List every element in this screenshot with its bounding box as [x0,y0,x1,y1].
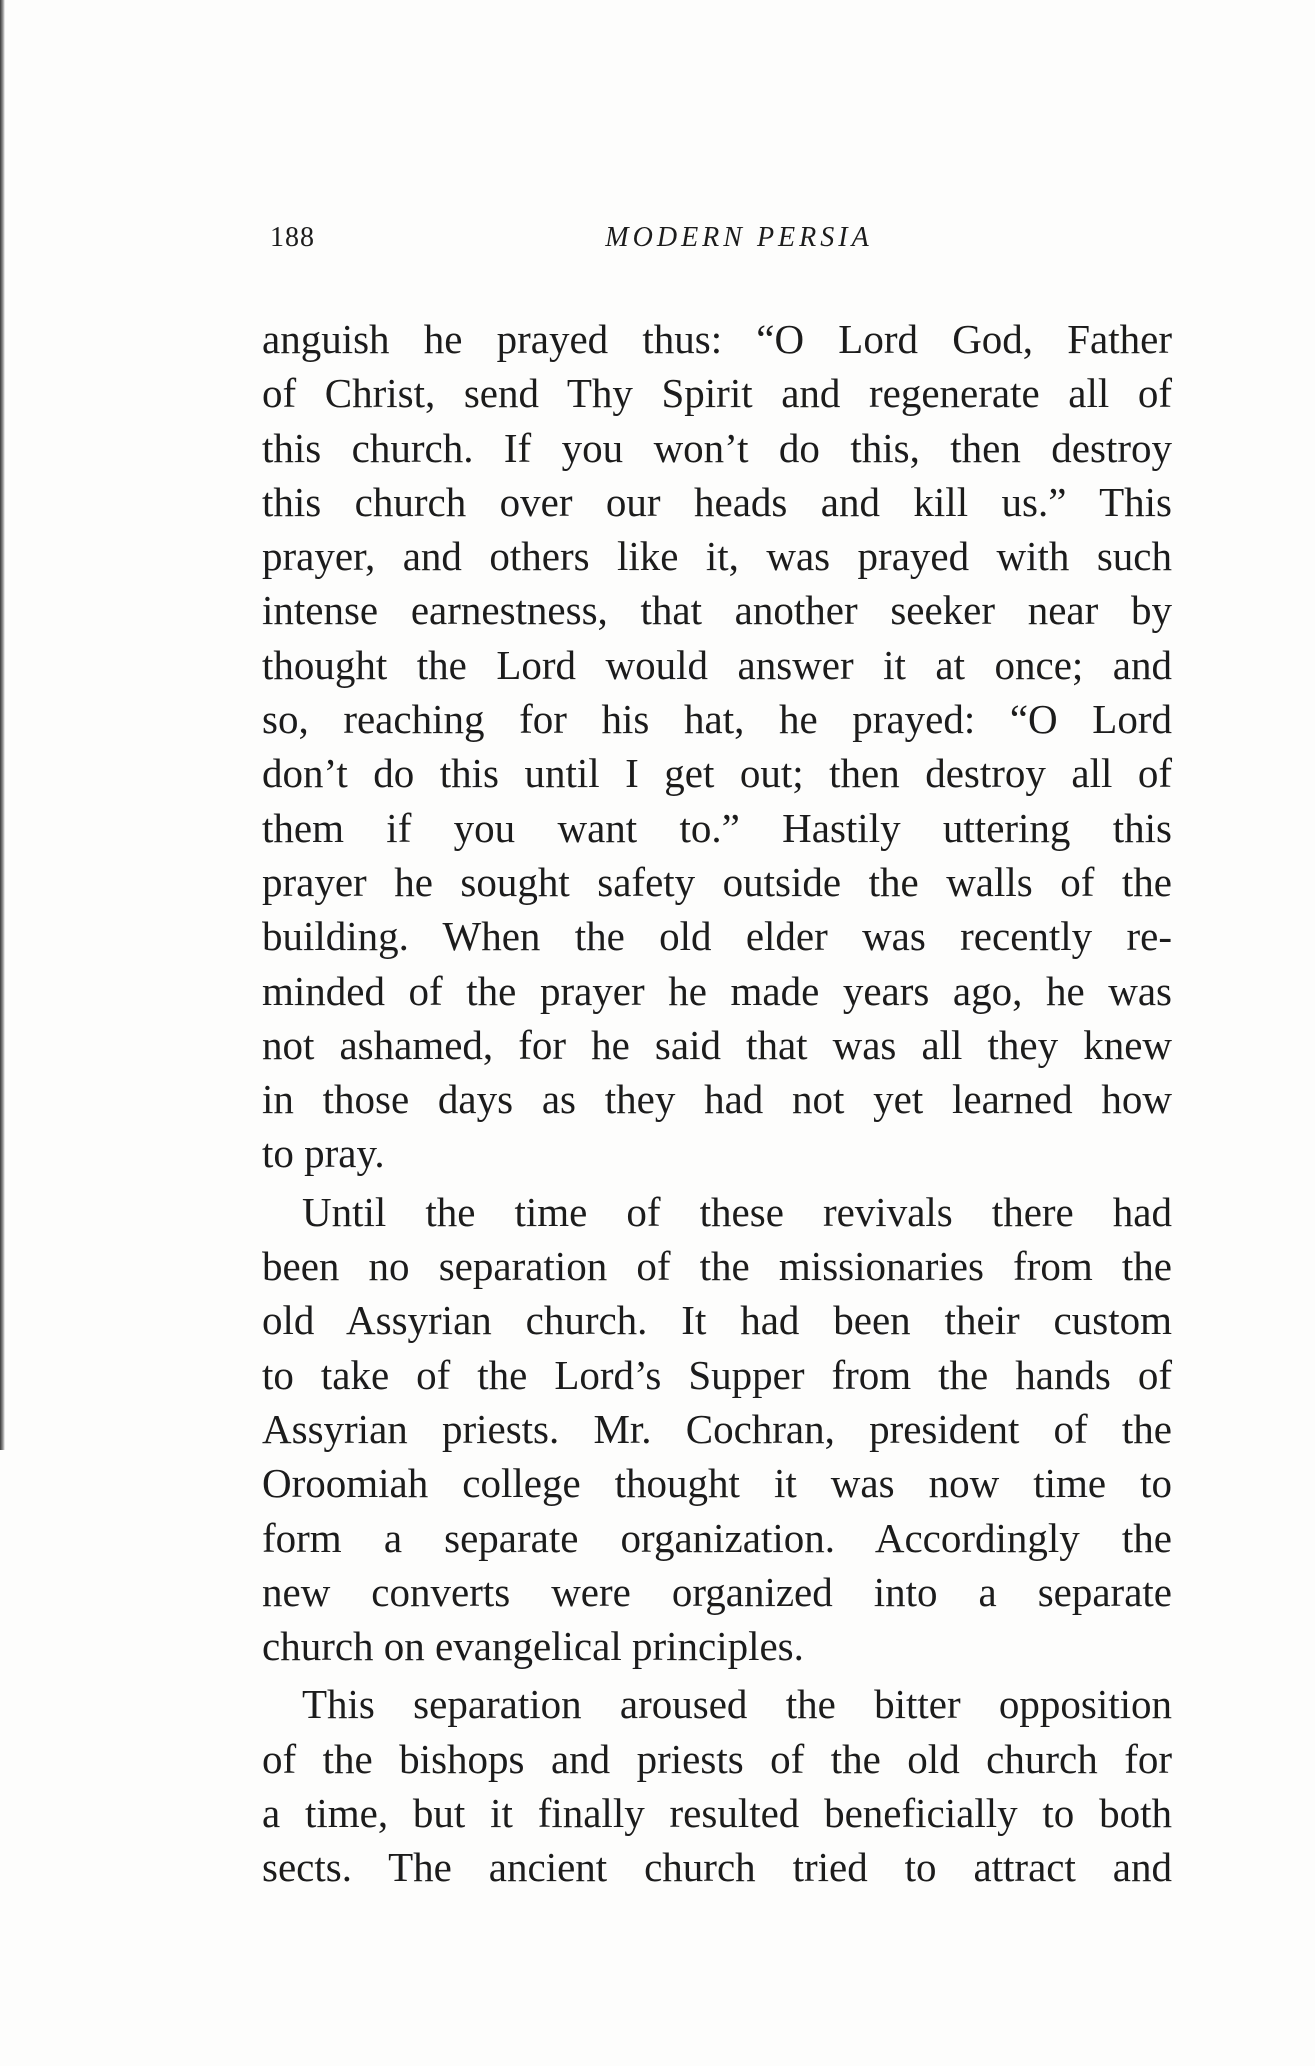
text-line: anguish he prayed thus: “O Lord God, Father [262,316,1172,362]
text-line: to take of the Lord’s Supper from the hands of [262,1351,1172,1398]
text-line: a time, but it finally resulted beneficially to both [262,1790,1172,1837]
text-line: prayer he sought safety outside the walls of the [262,858,1172,905]
text-line: this church. If you won’t do this, then destroy [262,424,1172,471]
paragraph-2 [262,1185,1172,1674]
text-line: thought the Lord would answer it at once; and [262,641,1172,688]
text-line: not ashamed, for he said that was all they knew [262,1021,1172,1068]
text-line: form a separate organization. Accordingly the [262,1514,1172,1561]
text-line: don’t do this until I get out; then destroy all of [262,750,1172,797]
page-header [268,222,1170,268]
text-line: minded of the prayer he made years ago, he was [262,967,1172,1014]
text-line: intense earnestness, that another seeker near by [262,587,1172,634]
text-line: them if you want to.” Hastily uttering this [262,804,1172,851]
text-line: church on evangelical principles. [262,1623,804,1670]
text-line: sects. The ancient church tried to attract and [262,1844,1172,1891]
text-line: to pray. [262,1130,385,1177]
body-text [262,312,1172,1895]
text-line: Oroomiah college thought it was now time to [262,1460,1172,1507]
text-line: this church over our heads and kill us.” This [262,478,1172,525]
text-line: building. When the old elder was recently re- [262,913,1172,960]
text-line: prayer, and others like it, was prayed with such [262,533,1172,580]
text-line: This separation aroused the bitter opposition [302,1681,1172,1728]
page-spine-shadow [0,0,5,1450]
text-line: so, reaching for his hat, he prayed: “O Lord [262,696,1172,743]
text-line: of the bishops and priests of the old church for [262,1735,1172,1782]
paragraph-1 [262,312,1172,1181]
text-line: in those days as they had not yet learned how [262,1076,1172,1123]
text-line: Assyrian priests. Mr. Cochran, president of the [262,1405,1172,1452]
text-line: new converts were organized into a separate [262,1568,1172,1615]
text-line: been no separation of the missionaries from the [262,1243,1172,1290]
running-head: MODERN PERSIA [605,222,873,253]
paragraph-3 [262,1677,1172,1894]
page-number: 188 [270,222,315,253]
text-line: of Christ, send Thy Spirit and regenerate all of [262,370,1172,417]
text-line: old Assyrian church. It had been their custom [262,1297,1172,1344]
text-line: Until the time of these revivals there had [302,1188,1172,1235]
